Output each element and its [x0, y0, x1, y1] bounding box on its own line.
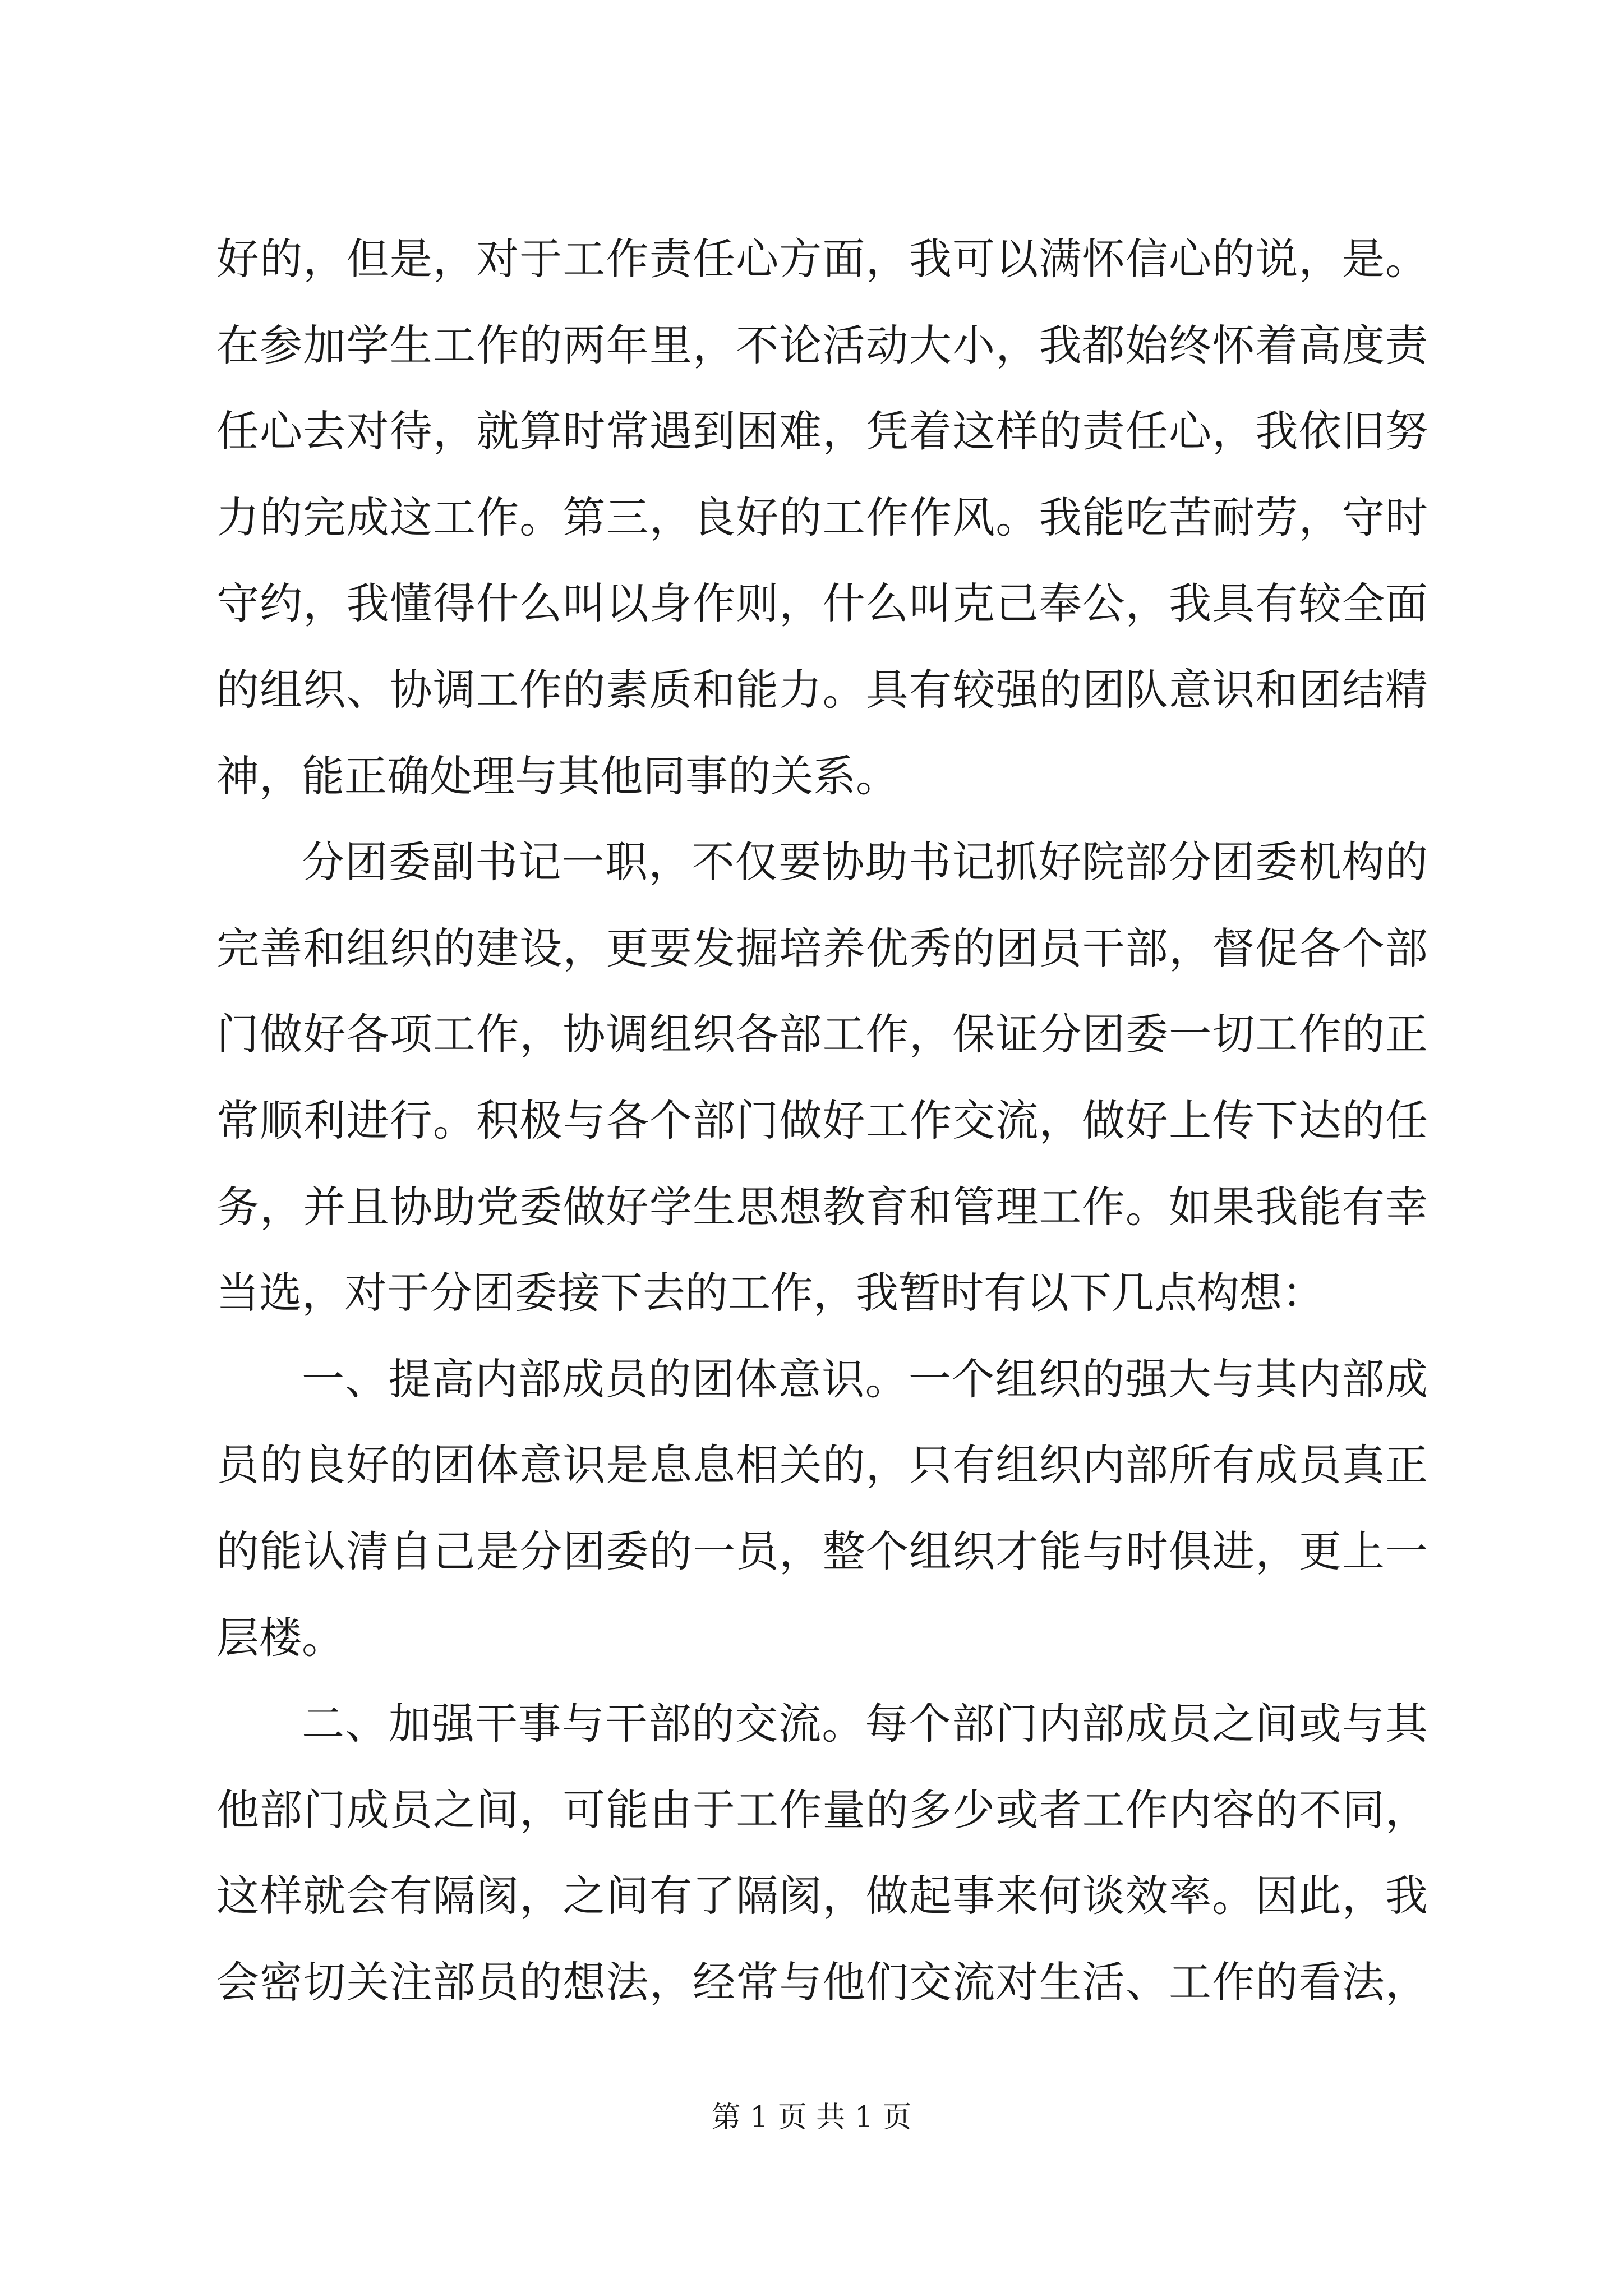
text-line: 力的完成这工作。第三，良好的工作作风。我能吃苦耐劳，守时	[216, 492, 1428, 542]
text-line: 务，并且协助党委做好学生思想教育和管理工作。如果我能有幸	[216, 1181, 1428, 1232]
text-line: 员的良好的团体意识是息息相关的，只有组织内部所有成员真正	[216, 1440, 1428, 1490]
text-line: 在参加学生工作的两年里，不论活动大小，我都始终怀着高度责	[216, 320, 1428, 370]
text-line: 他部门成员之间，可能由于工作量的多少或者工作内容的不同，	[216, 1784, 1428, 1835]
text-line: 门做好各项工作，协调组织各部工作，保证分团委一切工作的正	[216, 1009, 1428, 1060]
text-line: 常顺利进行。积极与各个部门做好工作交流，做好上传下达的任	[216, 1095, 1428, 1145]
text-line: 层楼。	[216, 1612, 344, 1663]
text-line: 的组织、协调工作的素质和能力。具有较强的团队意识和团结精	[216, 664, 1428, 715]
text-line: 当选，对于分团委接下去的工作，我暂时有以下几点构想：	[216, 1268, 1325, 1318]
text-line: 会密切关注部员的想法，经常与他们交流对生活、工作的看法，	[216, 1957, 1428, 2007]
paragraph-first-line: 分团委副书记一职，不仅要协助书记抓好院部分团委机构的	[302, 837, 1428, 887]
text-line: 的能认清自己是分团委的一员，整个组织才能与时俱进，更上一	[216, 1526, 1428, 1576]
text-line: 守约，我懂得什么叫以身作则，什么叫克己奉公，我具有较全面	[216, 578, 1428, 629]
page-number-footer: 第 1 页 共 1 页	[711, 2101, 912, 2134]
paragraph-first-line: 二、加强干事与干部的交流。每个部门内部成员之间或与其	[302, 1699, 1428, 1749]
text-line: 好的，但是，对于工作责任心方面，我可以满怀信心的说，是。	[216, 234, 1428, 284]
text-line: 神，能正确处理与其他同事的关系。	[216, 751, 898, 801]
body-text	[216, 216, 1428, 2025]
text-line: 任心去对待，就算时常遇到困难，凭着这样的责任心，我依旧努	[216, 406, 1428, 457]
text-line: 这样就会有隔阂，之间有了隔阂，做起事来何谈效率。因此，我	[216, 1871, 1428, 1921]
text-line: 完善和组织的建设，更要发掘培养优秀的团员干部，督促各个部	[216, 923, 1428, 973]
paragraph-first-line: 一、提高内部成员的团体意识。一个组织的强大与其内部成	[302, 1354, 1428, 1404]
